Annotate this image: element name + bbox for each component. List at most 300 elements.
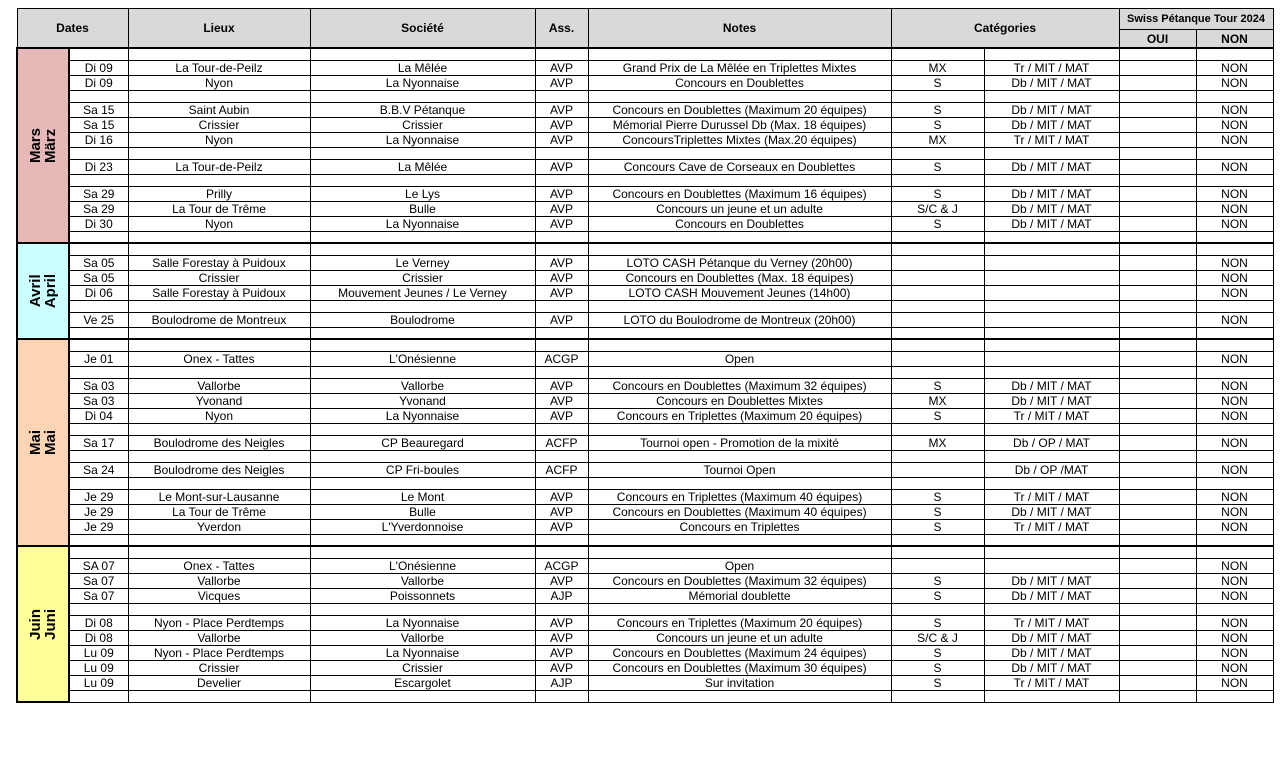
non-cell: NON bbox=[1196, 186, 1273, 201]
date-cell bbox=[69, 366, 128, 378]
month-name: Mars bbox=[27, 127, 44, 164]
lieu-cell: Crissier bbox=[128, 660, 310, 675]
notes-cell bbox=[588, 231, 891, 243]
category-detail-cell bbox=[984, 339, 1119, 351]
societe-cell: La Mêlée bbox=[310, 60, 535, 75]
non-cell: NON bbox=[1196, 645, 1273, 660]
table-header bbox=[17, 9, 1273, 49]
societe-cell bbox=[310, 300, 535, 312]
ass-cell bbox=[535, 534, 588, 546]
non-cell bbox=[1196, 546, 1273, 558]
notes-cell: Concours en Doublettes (Maximum 30 équipes) bbox=[588, 660, 891, 675]
non-cell: NON bbox=[1196, 312, 1273, 327]
lieu-cell bbox=[128, 48, 310, 60]
header-non: NON bbox=[1196, 30, 1273, 49]
table-row bbox=[17, 216, 1273, 231]
oui-cell bbox=[1119, 117, 1196, 132]
spacer-row bbox=[17, 231, 1273, 243]
societe-cell: La Mêlée bbox=[310, 159, 535, 174]
notes-cell: Concours en Doublettes (Maximum 20 équipes) bbox=[588, 102, 891, 117]
oui-cell bbox=[1119, 174, 1196, 186]
non-cell: NON bbox=[1196, 489, 1273, 504]
spacer-row bbox=[17, 48, 1273, 60]
notes-cell bbox=[588, 90, 891, 102]
societe-cell: Crissier bbox=[310, 660, 535, 675]
lieu-cell: Crissier bbox=[128, 117, 310, 132]
ass-cell: AVP bbox=[535, 630, 588, 645]
table-row bbox=[17, 573, 1273, 588]
ass-cell: AVP bbox=[535, 519, 588, 534]
table-row bbox=[17, 615, 1273, 630]
category-detail-cell: Tr / MIT / MAT bbox=[984, 675, 1119, 690]
societe-cell: Le Verney bbox=[310, 255, 535, 270]
category-cell bbox=[891, 534, 984, 546]
category-detail-cell bbox=[984, 147, 1119, 159]
lieu-cell: Boulodrome des Neigles bbox=[128, 435, 310, 450]
lieu-cell: Salle Forestay à Puidoux bbox=[128, 255, 310, 270]
category-detail-cell bbox=[984, 231, 1119, 243]
lieu-cell: Boulodrome des Neigles bbox=[128, 462, 310, 477]
societe-cell bbox=[310, 174, 535, 186]
table-row bbox=[17, 159, 1273, 174]
societe-cell: L'Onésienne bbox=[310, 558, 535, 573]
date-cell: Di 06 bbox=[69, 285, 128, 300]
category-cell bbox=[891, 690, 984, 702]
non-cell: NON bbox=[1196, 270, 1273, 285]
category-detail-cell bbox=[984, 48, 1119, 60]
oui-cell bbox=[1119, 378, 1196, 393]
date-cell: Lu 09 bbox=[69, 675, 128, 690]
oui-cell bbox=[1119, 48, 1196, 60]
category-detail-cell: Db / MIT / MAT bbox=[984, 378, 1119, 393]
ass-cell: AVP bbox=[535, 132, 588, 147]
oui-cell bbox=[1119, 201, 1196, 216]
date-cell: Sa 07 bbox=[69, 573, 128, 588]
ass-cell: AVP bbox=[535, 408, 588, 423]
category-detail-cell: Db / MIT / MAT bbox=[984, 159, 1119, 174]
non-cell: NON bbox=[1196, 435, 1273, 450]
calendar-table bbox=[16, 8, 1274, 703]
oui-cell bbox=[1119, 450, 1196, 462]
date-cell bbox=[69, 546, 128, 558]
oui-cell bbox=[1119, 255, 1196, 270]
notes-cell: Concours en Doublettes (Maximum 32 équipes) bbox=[588, 378, 891, 393]
category-cell bbox=[891, 255, 984, 270]
category-detail-cell bbox=[984, 450, 1119, 462]
ass-cell: ACGP bbox=[535, 558, 588, 573]
category-cell: S bbox=[891, 588, 984, 603]
oui-cell bbox=[1119, 645, 1196, 660]
date-cell bbox=[69, 231, 128, 243]
date-cell: Sa 05 bbox=[69, 255, 128, 270]
category-detail-cell: Db / MIT / MAT bbox=[984, 660, 1119, 675]
notes-cell bbox=[588, 243, 891, 255]
date-cell: Sa 17 bbox=[69, 435, 128, 450]
category-detail-cell: Db / OP / MAT bbox=[984, 435, 1119, 450]
non-cell bbox=[1196, 147, 1273, 159]
societe-cell: CP Fri-boules bbox=[310, 462, 535, 477]
date-cell bbox=[69, 174, 128, 186]
month-label bbox=[17, 339, 69, 546]
oui-cell bbox=[1119, 435, 1196, 450]
category-cell bbox=[891, 174, 984, 186]
header-dates: Dates bbox=[17, 9, 128, 49]
lieu-cell bbox=[128, 90, 310, 102]
table-row bbox=[17, 558, 1273, 573]
notes-cell bbox=[588, 147, 891, 159]
societe-cell: Vallorbe bbox=[310, 378, 535, 393]
societe-cell: L'Yverdonnoise bbox=[310, 519, 535, 534]
oui-cell bbox=[1119, 90, 1196, 102]
oui-cell bbox=[1119, 393, 1196, 408]
table-row bbox=[17, 60, 1273, 75]
lieu-cell: Saint Aubin bbox=[128, 102, 310, 117]
societe-cell: La Nyonnaise bbox=[310, 408, 535, 423]
notes-cell: Grand Prix de La Mêlée en Triplettes Mixtes bbox=[588, 60, 891, 75]
ass-cell: AVP bbox=[535, 60, 588, 75]
category-detail-cell bbox=[984, 534, 1119, 546]
non-cell bbox=[1196, 231, 1273, 243]
notes-cell: Tournoi open - Promotion de la mixité bbox=[588, 435, 891, 450]
societe-cell: Bulle bbox=[310, 201, 535, 216]
category-cell bbox=[891, 462, 984, 477]
lieu-cell: Prilly bbox=[128, 186, 310, 201]
notes-cell bbox=[588, 366, 891, 378]
societe-cell: Le Mont bbox=[310, 489, 535, 504]
date-cell: Ve 25 bbox=[69, 312, 128, 327]
category-detail-cell: Tr / MIT / MAT bbox=[984, 615, 1119, 630]
date-cell bbox=[69, 534, 128, 546]
oui-cell bbox=[1119, 339, 1196, 351]
table-body bbox=[17, 48, 1273, 702]
societe-cell: Crissier bbox=[310, 270, 535, 285]
category-detail-cell bbox=[984, 546, 1119, 558]
lieu-cell: Nyon bbox=[128, 408, 310, 423]
category-detail-cell bbox=[984, 558, 1119, 573]
notes-cell: Concours en Doublettes (Maximum 24 équipes) bbox=[588, 645, 891, 660]
category-detail-cell bbox=[984, 90, 1119, 102]
date-cell bbox=[69, 603, 128, 615]
category-cell: MX bbox=[891, 60, 984, 75]
table-row bbox=[17, 588, 1273, 603]
date-cell: Sa 15 bbox=[69, 102, 128, 117]
date-cell bbox=[69, 300, 128, 312]
lieu-cell: Crissier bbox=[128, 270, 310, 285]
ass-cell: AVP bbox=[535, 186, 588, 201]
non-cell bbox=[1196, 534, 1273, 546]
lieu-cell: La Tour-de-Peilz bbox=[128, 60, 310, 75]
ass-cell: AVP bbox=[535, 615, 588, 630]
category-cell bbox=[891, 477, 984, 489]
spacer-row bbox=[17, 534, 1273, 546]
non-cell bbox=[1196, 339, 1273, 351]
category-cell bbox=[891, 312, 984, 327]
ass-cell: AJP bbox=[535, 588, 588, 603]
category-cell bbox=[891, 339, 984, 351]
non-cell bbox=[1196, 603, 1273, 615]
notes-cell bbox=[588, 603, 891, 615]
ass-cell bbox=[535, 300, 588, 312]
notes-cell: Concours en Triplettes (Maximum 40 équipes) bbox=[588, 489, 891, 504]
lieu-cell: Onex - Tattes bbox=[128, 558, 310, 573]
notes-cell: LOTO CASH Mouvement Jeunes (14h00) bbox=[588, 285, 891, 300]
date-cell: Di 04 bbox=[69, 408, 128, 423]
month-name: Avril bbox=[27, 274, 44, 308]
category-detail-cell: Db / MIT / MAT bbox=[984, 201, 1119, 216]
oui-cell bbox=[1119, 327, 1196, 339]
oui-cell bbox=[1119, 102, 1196, 117]
ass-cell: AVP bbox=[535, 159, 588, 174]
table-row bbox=[17, 132, 1273, 147]
non-cell bbox=[1196, 423, 1273, 435]
table-row bbox=[17, 435, 1273, 450]
ass-cell bbox=[535, 327, 588, 339]
date-cell bbox=[69, 690, 128, 702]
category-detail-cell: Tr / MIT / MAT bbox=[984, 408, 1119, 423]
ass-cell bbox=[535, 450, 588, 462]
lieu-cell: La Tour de Trême bbox=[128, 504, 310, 519]
societe-cell bbox=[310, 327, 535, 339]
date-cell: Di 09 bbox=[69, 75, 128, 90]
non-cell: NON bbox=[1196, 408, 1273, 423]
category-detail-cell: Tr / MIT / MAT bbox=[984, 489, 1119, 504]
ass-cell: AVP bbox=[535, 216, 588, 231]
lieu-cell bbox=[128, 546, 310, 558]
category-cell bbox=[891, 450, 984, 462]
oui-cell bbox=[1119, 285, 1196, 300]
ass-cell bbox=[535, 243, 588, 255]
notes-cell: Concours un jeune et un adulte bbox=[588, 630, 891, 645]
societe-cell: Le Lys bbox=[310, 186, 535, 201]
societe-cell bbox=[310, 477, 535, 489]
oui-cell bbox=[1119, 546, 1196, 558]
table-row bbox=[17, 186, 1273, 201]
lieu-cell bbox=[128, 243, 310, 255]
oui-cell bbox=[1119, 477, 1196, 489]
category-cell bbox=[891, 231, 984, 243]
notes-cell: Sur invitation bbox=[588, 675, 891, 690]
notes-cell: Concours en Triplettes bbox=[588, 519, 891, 534]
non-cell bbox=[1196, 300, 1273, 312]
societe-cell: Escargolet bbox=[310, 675, 535, 690]
category-cell bbox=[891, 558, 984, 573]
notes-cell bbox=[588, 327, 891, 339]
notes-cell: Tournoi Open bbox=[588, 462, 891, 477]
category-detail-cell bbox=[984, 312, 1119, 327]
month-name: Mai bbox=[27, 429, 44, 455]
non-cell bbox=[1196, 690, 1273, 702]
ass-cell bbox=[535, 90, 588, 102]
spacer-row bbox=[17, 339, 1273, 351]
category-cell: MX bbox=[891, 132, 984, 147]
date-cell: Di 08 bbox=[69, 615, 128, 630]
notes-cell: Concours en Doublettes (Maximum 32 équipes) bbox=[588, 573, 891, 588]
spacer-row bbox=[17, 546, 1273, 558]
notes-cell bbox=[588, 690, 891, 702]
ass-cell: AVP bbox=[535, 201, 588, 216]
date-cell: Sa 03 bbox=[69, 378, 128, 393]
ass-cell: AVP bbox=[535, 75, 588, 90]
notes-cell: Open bbox=[588, 558, 891, 573]
table-row bbox=[17, 255, 1273, 270]
category-cell: S bbox=[891, 102, 984, 117]
table-row bbox=[17, 393, 1273, 408]
lieu-cell bbox=[128, 423, 310, 435]
category-detail-cell: Tr / MIT / MAT bbox=[984, 132, 1119, 147]
table-row bbox=[17, 117, 1273, 132]
lieu-cell bbox=[128, 300, 310, 312]
societe-cell: CP Beauregard bbox=[310, 435, 535, 450]
non-cell: NON bbox=[1196, 504, 1273, 519]
societe-cell bbox=[310, 147, 535, 159]
month-name: Juin bbox=[27, 608, 44, 640]
category-detail-cell bbox=[984, 243, 1119, 255]
non-cell: NON bbox=[1196, 519, 1273, 534]
notes-cell: Concours en Triplettes (Maximum 20 équipes) bbox=[588, 408, 891, 423]
non-cell: NON bbox=[1196, 60, 1273, 75]
oui-cell bbox=[1119, 216, 1196, 231]
ass-cell: ACFP bbox=[535, 435, 588, 450]
ass-cell bbox=[535, 546, 588, 558]
notes-cell bbox=[588, 48, 891, 60]
category-cell: S bbox=[891, 117, 984, 132]
notes-cell: LOTO CASH Pétanque du Verney (20h00) bbox=[588, 255, 891, 270]
date-cell: Di 16 bbox=[69, 132, 128, 147]
notes-cell bbox=[588, 423, 891, 435]
category-cell: S bbox=[891, 159, 984, 174]
lieu-cell: Vallorbe bbox=[128, 630, 310, 645]
societe-cell: La Nyonnaise bbox=[310, 216, 535, 231]
date-cell bbox=[69, 90, 128, 102]
ass-cell: AVP bbox=[535, 573, 588, 588]
ass-cell bbox=[535, 690, 588, 702]
ass-cell: ACGP bbox=[535, 351, 588, 366]
societe-cell bbox=[310, 534, 535, 546]
category-cell: S bbox=[891, 645, 984, 660]
ass-cell: AVP bbox=[535, 312, 588, 327]
category-detail-cell: Tr / MIT / MAT bbox=[984, 60, 1119, 75]
category-cell bbox=[891, 546, 984, 558]
table-row bbox=[17, 462, 1273, 477]
ass-cell bbox=[535, 231, 588, 243]
header-ass: Ass. bbox=[535, 9, 588, 49]
oui-cell bbox=[1119, 534, 1196, 546]
oui-cell bbox=[1119, 75, 1196, 90]
date-cell bbox=[69, 243, 128, 255]
lieu-cell: La Tour-de-Peilz bbox=[128, 159, 310, 174]
non-cell: NON bbox=[1196, 573, 1273, 588]
oui-cell bbox=[1119, 408, 1196, 423]
category-cell bbox=[891, 285, 984, 300]
month-name: Juni bbox=[42, 608, 59, 640]
category-cell: S/C & J bbox=[891, 630, 984, 645]
non-cell: NON bbox=[1196, 255, 1273, 270]
category-cell bbox=[891, 327, 984, 339]
ass-cell bbox=[535, 366, 588, 378]
notes-cell: Concours en Doublettes (Maximum 40 équipes) bbox=[588, 504, 891, 519]
table-row bbox=[17, 351, 1273, 366]
date-cell: Sa 29 bbox=[69, 186, 128, 201]
lieu-cell: Le Mont-sur-Lausanne bbox=[128, 489, 310, 504]
oui-cell bbox=[1119, 489, 1196, 504]
oui-cell bbox=[1119, 186, 1196, 201]
societe-cell: Vallorbe bbox=[310, 573, 535, 588]
notes-cell bbox=[588, 534, 891, 546]
date-cell bbox=[69, 450, 128, 462]
societe-cell: Mouvement Jeunes / Le Verney bbox=[310, 285, 535, 300]
lieu-cell bbox=[128, 690, 310, 702]
lieu-cell bbox=[128, 231, 310, 243]
ass-cell: AVP bbox=[535, 504, 588, 519]
oui-cell bbox=[1119, 690, 1196, 702]
category-detail-cell: Db / MIT / MAT bbox=[984, 645, 1119, 660]
non-cell: NON bbox=[1196, 462, 1273, 477]
table-row bbox=[17, 675, 1273, 690]
societe-cell bbox=[310, 243, 535, 255]
date-cell: Lu 09 bbox=[69, 660, 128, 675]
date-cell: SA 07 bbox=[69, 558, 128, 573]
category-cell: S bbox=[891, 489, 984, 504]
ass-cell: AVP bbox=[535, 393, 588, 408]
lieu-cell: Salle Forestay à Puidoux bbox=[128, 285, 310, 300]
table-row bbox=[17, 285, 1273, 300]
non-cell bbox=[1196, 327, 1273, 339]
spacer-row bbox=[17, 477, 1273, 489]
category-detail-cell: Db / MIT / MAT bbox=[984, 504, 1119, 519]
lieu-cell: Nyon - Place Perdtemps bbox=[128, 615, 310, 630]
category-cell: S/C & J bbox=[891, 201, 984, 216]
oui-cell bbox=[1119, 573, 1196, 588]
non-cell: NON bbox=[1196, 660, 1273, 675]
table-row bbox=[17, 75, 1273, 90]
oui-cell bbox=[1119, 423, 1196, 435]
ass-cell: AVP bbox=[535, 270, 588, 285]
month-label bbox=[17, 546, 69, 702]
lieu-cell: Boulodrome de Montreux bbox=[128, 312, 310, 327]
category-detail-cell bbox=[984, 255, 1119, 270]
non-cell: NON bbox=[1196, 378, 1273, 393]
societe-cell bbox=[310, 90, 535, 102]
table-row bbox=[17, 378, 1273, 393]
notes-cell: Concours en Triplettes (Maximum 20 équipes) bbox=[588, 615, 891, 630]
non-cell: NON bbox=[1196, 675, 1273, 690]
lieu-cell: Nyon bbox=[128, 75, 310, 90]
category-cell: S bbox=[891, 408, 984, 423]
spacer-row bbox=[17, 603, 1273, 615]
table-row bbox=[17, 201, 1273, 216]
oui-cell bbox=[1119, 603, 1196, 615]
month-name: März bbox=[42, 128, 59, 163]
non-cell bbox=[1196, 450, 1273, 462]
notes-cell: Concours en Doublettes bbox=[588, 216, 891, 231]
societe-cell bbox=[310, 690, 535, 702]
spacer-row bbox=[17, 90, 1273, 102]
date-cell bbox=[69, 423, 128, 435]
lieu-cell bbox=[128, 534, 310, 546]
spacer-row bbox=[17, 243, 1273, 255]
notes-cell: Concours en Doublettes (Max. 18 équipes) bbox=[588, 270, 891, 285]
ass-cell bbox=[535, 339, 588, 351]
societe-cell bbox=[310, 231, 535, 243]
non-cell bbox=[1196, 243, 1273, 255]
oui-cell bbox=[1119, 519, 1196, 534]
notes-cell bbox=[588, 450, 891, 462]
societe-cell bbox=[310, 450, 535, 462]
ass-cell: AVP bbox=[535, 102, 588, 117]
spacer-row bbox=[17, 423, 1273, 435]
date-cell bbox=[69, 147, 128, 159]
date-cell: Je 29 bbox=[69, 519, 128, 534]
